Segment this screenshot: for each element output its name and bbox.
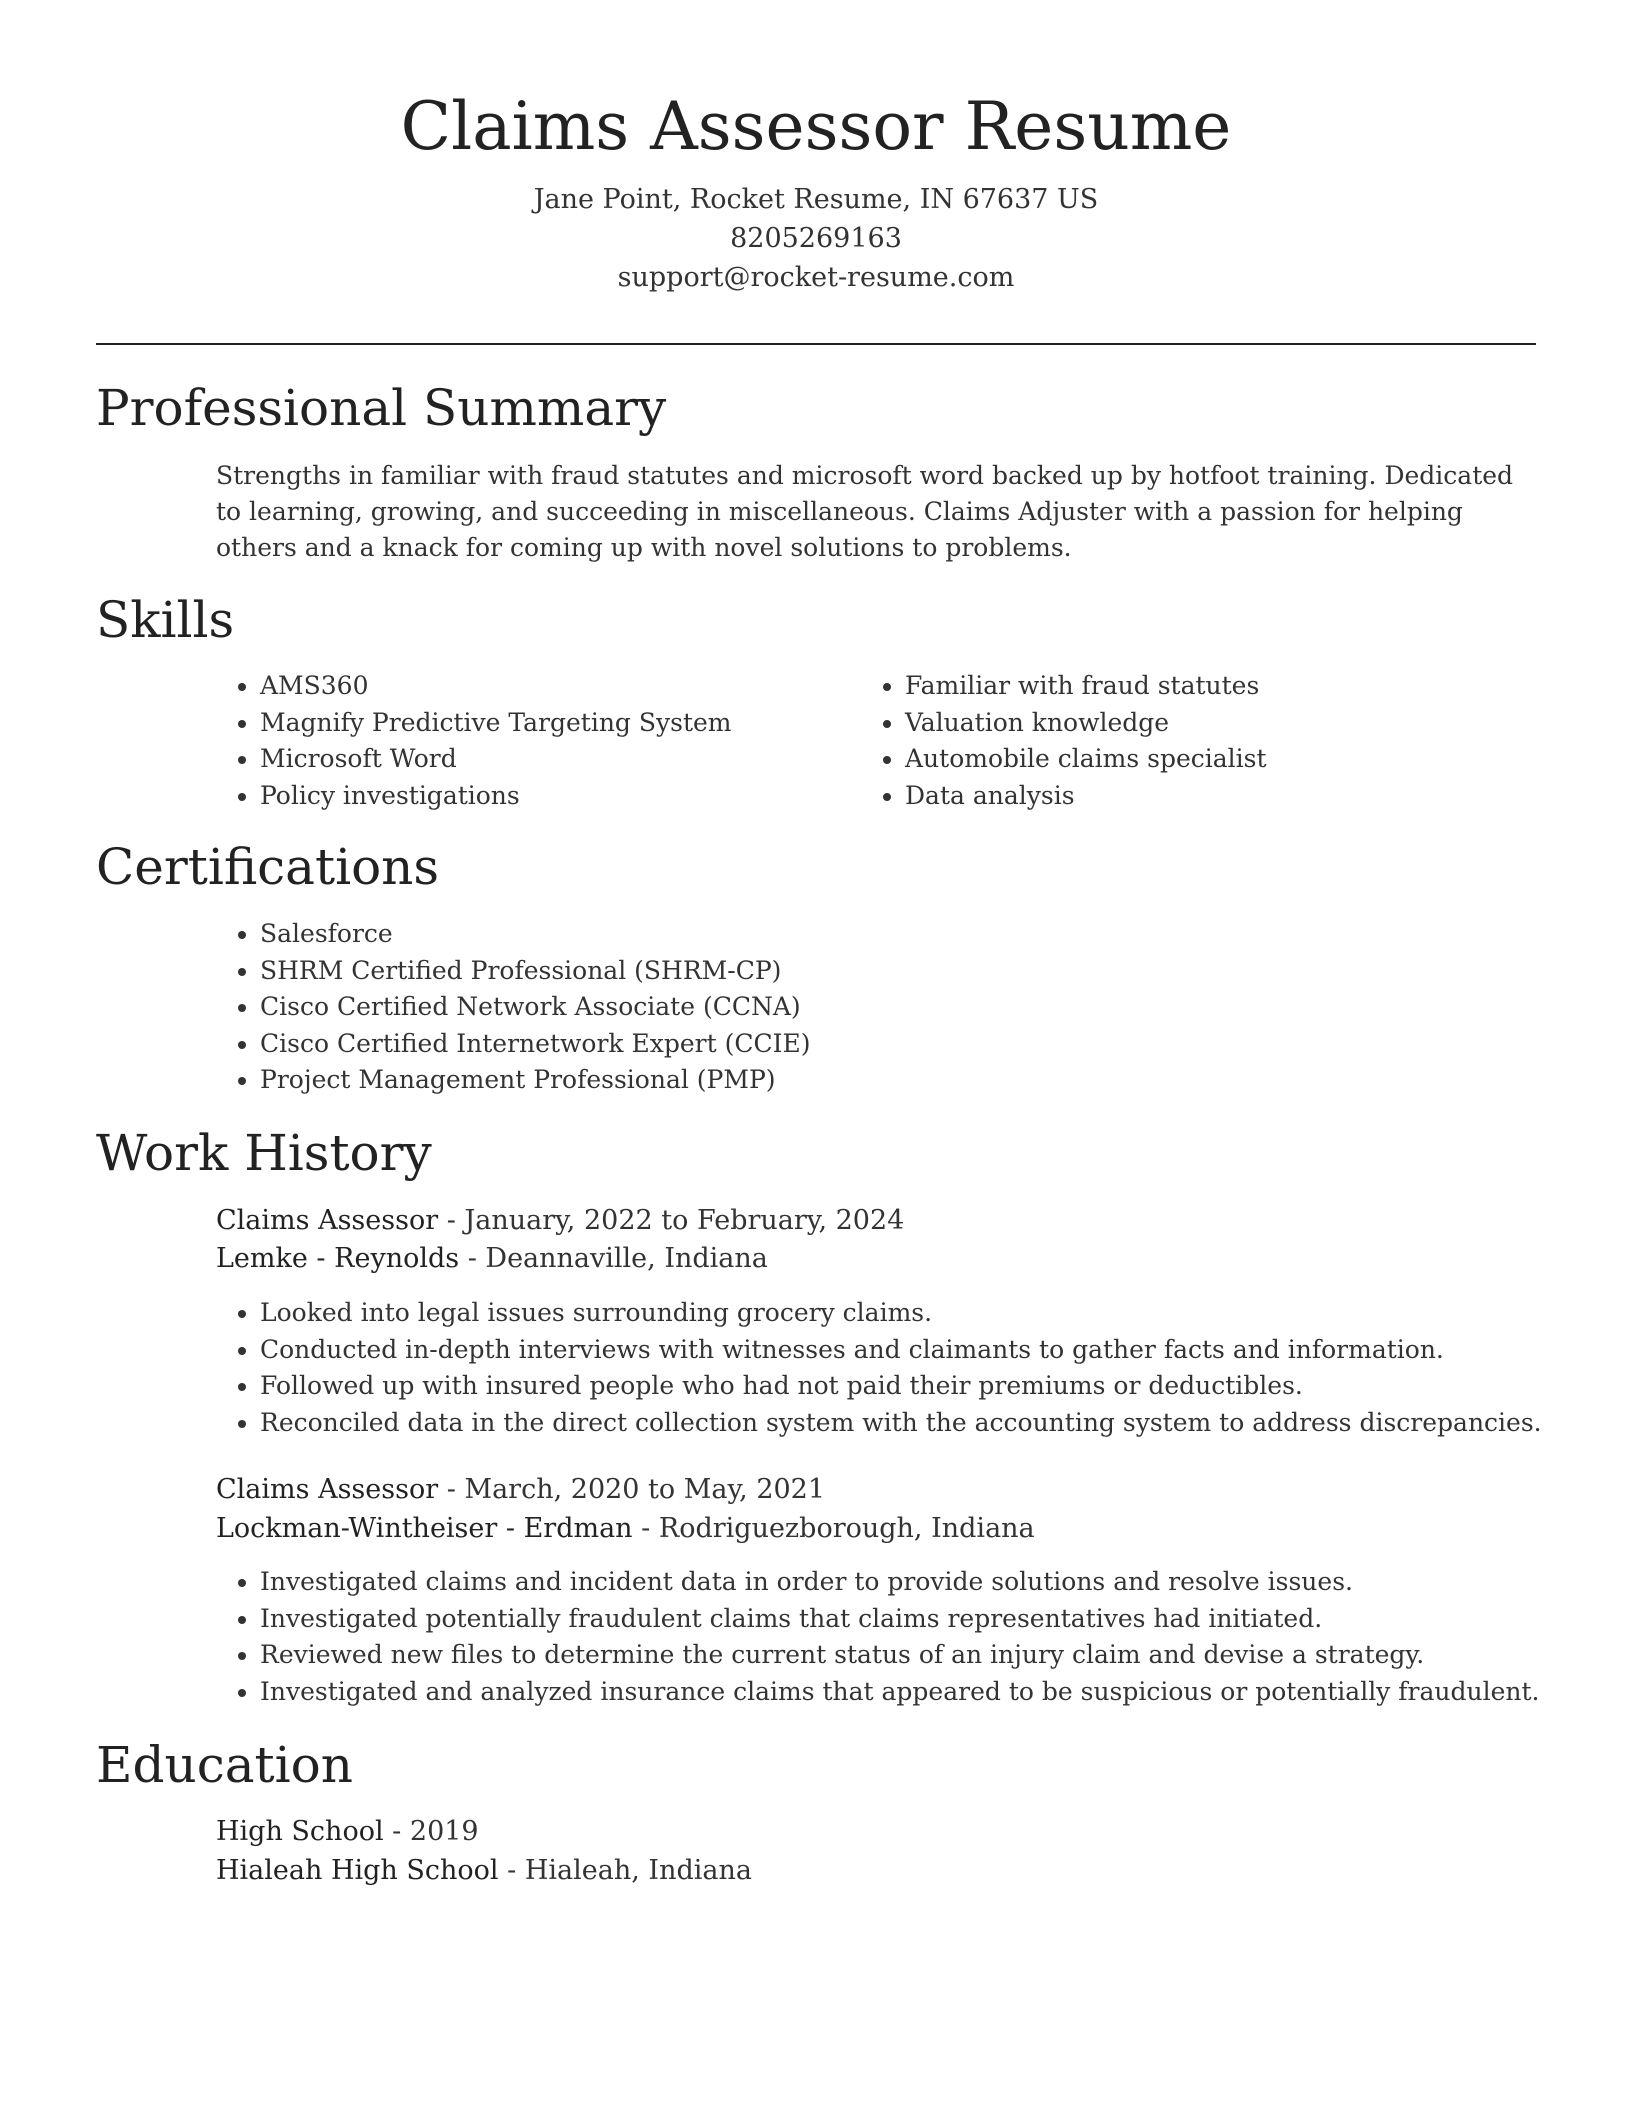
job-title: Claims Assessor — [216, 1205, 439, 1236]
job-employer: Lemke - Reynolds — [216, 1243, 460, 1274]
work-heading: Work History — [96, 1124, 432, 1182]
list-item: • Familiar with fraud statutes — [905, 668, 1505, 705]
education-school: Hialeah High School — [216, 1855, 499, 1886]
list-item: • Magnify Predictive Targeting System — [260, 705, 820, 742]
skills-list-left — [216, 668, 820, 814]
list-item: • Followed up with insured people who had not paid their premiums or deductibles. — [260, 1368, 1560, 1405]
list-item: • Looked into legal issues surrounding grocery claims. — [260, 1295, 1560, 1332]
education-year: 2019 — [409, 1816, 479, 1847]
list-item: • SHRM Certified Professional (SHRM-CP) — [260, 953, 1460, 990]
list-item: • Salesforce — [260, 916, 1460, 953]
job-1-bullets — [216, 1295, 1560, 1441]
job-1-title-line: Claims Assessor - January, 2022 to February, 2024 — [216, 1205, 905, 1236]
certifications-heading: Certifications — [96, 838, 440, 896]
job-2-bullets — [216, 1564, 1560, 1710]
job-dates: January, 2022 to February, 2024 — [464, 1205, 905, 1236]
education-location: Hialeah, Indiana — [524, 1855, 752, 1886]
contact-address: Jane Point, Rocket Resume, IN 67637 US — [533, 184, 1099, 215]
list-item: • Investigated potentially fraudulent claims that claims representatives had initiated. — [260, 1601, 1560, 1638]
education-school-line: Hialeah High School - Hialeah, Indiana — [216, 1855, 752, 1886]
job-location: Rodriguezborough, Indiana — [658, 1513, 1035, 1544]
resume-title: Claims Assessor Resume — [400, 88, 1232, 165]
education-heading: Education — [96, 1736, 353, 1794]
skills-list-right — [861, 668, 1505, 814]
skills-heading: Skills — [96, 591, 235, 649]
contact-email: support@rocket-resume.com — [617, 262, 1015, 293]
job-2-employer-line: Lockman-Wintheiser - Erdman - Rodriguezborough, Indiana — [216, 1513, 1035, 1544]
summary-text: Strengths in familiar with fraud statutes and microsoft word backed up by hotfoot training. Dedicated to learning, growing, and succeeding in miscellaneous. Claims Adjuster with a passion for helping others and a knack for coming up with novel solutions to problems. — [216, 461, 1514, 562]
job-employer: Lockman-Wintheiser - Erdman — [216, 1513, 633, 1544]
education-degree-line: High School - 2019 — [216, 1816, 479, 1847]
list-item: • Policy investigations — [260, 778, 820, 815]
resume-header — [0, 84, 1632, 297]
list-item: • Investigated and analyzed insurance claims that appeared to be suspicious or potentially fraudulent. — [260, 1674, 1560, 1711]
list-item: • Cisco Certified Internetwork Expert (CCIE) — [260, 1026, 1460, 1063]
list-item: • Microsoft Word — [260, 741, 820, 778]
certifications-list — [216, 916, 1460, 1099]
list-item: • Automobile claims specialist — [905, 741, 1505, 778]
summary-heading: Professional Summary — [96, 379, 667, 437]
list-item: • Investigated claims and incident data in order to provide solutions and resolve issues. — [260, 1564, 1560, 1601]
job-dates: March, 2020 to May, 2021 — [464, 1474, 826, 1505]
job-1-employer-line: Lemke - Reynolds - Deannaville, Indiana — [216, 1243, 768, 1274]
list-item: • Reconciled data in the direct collection system with the accounting system to address discrepancies. — [260, 1405, 1560, 1442]
list-item: • Data analysis — [905, 778, 1505, 815]
list-item: • Reviewed new files to determine the current status of an injury claim and devise a strategy. — [260, 1637, 1560, 1674]
list-item: • Conducted in-depth interviews with witnesses and claimants to gather facts and information. — [260, 1332, 1560, 1369]
contact-phone: 8205269163 — [730, 223, 902, 254]
list-item: • Project Management Professional (PMP) — [260, 1062, 1460, 1099]
job-title: Claims Assessor — [216, 1474, 439, 1505]
job-location: Deannaville, Indiana — [485, 1243, 768, 1274]
list-item: • AMS360 — [260, 668, 820, 705]
list-item: • Valuation knowledge — [905, 705, 1505, 742]
job-2-title-line: Claims Assessor - March, 2020 to May, 2021 — [216, 1474, 826, 1505]
list-item: • Cisco Certified Network Associate (CCNA) — [260, 989, 1460, 1026]
education-degree: High School — [216, 1816, 384, 1847]
header-divider — [96, 343, 1536, 345]
